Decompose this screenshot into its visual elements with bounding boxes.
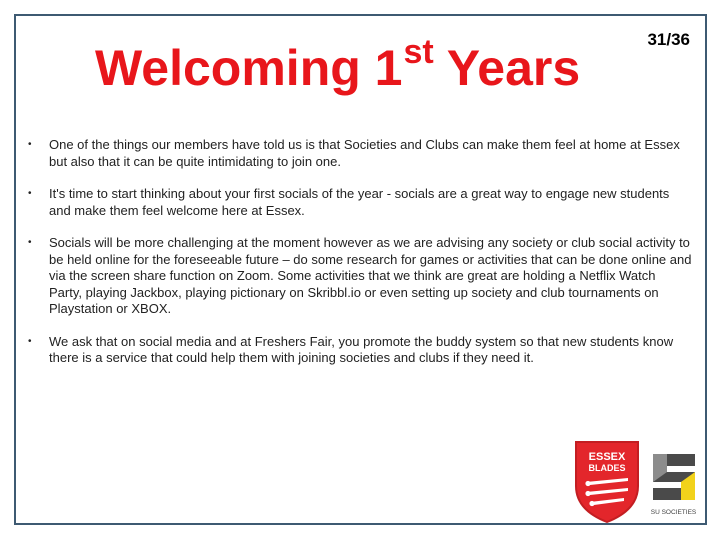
slide-title [95,33,581,98]
bullet-marker: • [28,335,32,347]
bullet-item [28,186,692,219]
bullet-item [28,334,692,367]
title-main: Welcoming 1 [95,40,403,96]
blades-line2: BLADES [588,463,626,473]
title-superscript: st [403,33,434,71]
su-societies-text: SU SOCIETIES [650,509,697,516]
bullet-item [28,235,692,318]
su-societies-logo [645,448,702,518]
bullet-text: It's time to start thinking about your first socials of the year - socials are a great way to engage new students and make them feel welcome here at Essex. [49,186,670,218]
bullet-text: One of the things our members have told us is that Societies and Clubs can make them feel at home at Essex but also that it can be quite intimidating to join one. [49,137,680,169]
bullet-text: Socials will be more challenging at the moment however as we are advising any society or club social activity to be held online for the foreseeable future – do some research for games or activities that can be done online and via the screen share function on Zoom. Some activities that we think are great are holding a Netflix Watch Party, playing Jackbox, playing pictionary on Skribbl.io or even setting up society and club tournaments on Playstation or XBOX. [49,235,692,316]
page-number: 31/36 [647,30,690,49]
bullet-item [28,137,692,170]
bullet-marker: • [28,188,32,199]
bullet-list [28,137,692,383]
blades-line1: ESSEX [588,451,626,463]
bullet-marker: • [28,139,32,150]
su-s-icon [653,454,695,500]
bullet-marker: • [28,237,32,248]
essex-blades-logo [572,438,642,524]
title-end: Years [433,40,581,96]
bullet-text: We ask that on social media and at Freshers Fair, you promote the buddy system so that new students know there is a service that could help them with joining societies and clubs if they need it. [49,333,674,365]
